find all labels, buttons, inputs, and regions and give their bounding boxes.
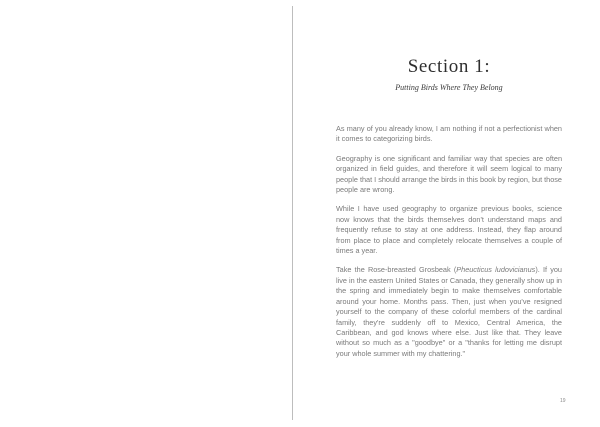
page-number: 19: [560, 398, 566, 404]
section-title: Section 1:: [407, 56, 491, 77]
body-text: [336, 124, 562, 368]
paragraph-4: [336, 265, 562, 359]
paragraph-4-before: Take the Rose-breasted Grosbeak (: [336, 265, 457, 275]
page-gutter-divider: [292, 6, 293, 420]
paragraph-2: Geography is one significant and familiar way that species are often organized in field guides, and therefore it will seem logical to many people that I should arrange the birds in this book by region, but those people are wrong.: [336, 153, 562, 195]
right-page: [336, 0, 562, 427]
paragraph-3: While I have used geography to organize previous books, science now knows that the birds themselves don't understand maps and frequently refuse to stay at one address. Instead, they flap around from place to place and completely relocate themselves a couple of times a year.: [336, 204, 562, 256]
species-name: Pheucticus ludovicianus: [456, 265, 536, 275]
paragraph-4-after: ). If you live in the eastern United States or Canada, they generally show up in the spring and immediately begin to make themselves comfortable around your home. Months pass. Then, just when you've resigned yourself to the company of these colorful members of the cardinal family, they're suddenly off to Mexico, Central America, the Caribbean, and god knows where else. Just like that. They leave without so much as a "goodbye" or a "thanks for letting me disrupt your whole summer with my chattering.": [336, 265, 562, 358]
paragraph-1: As many of you already know, I am nothing if not a perfectionist when it comes to categorizing birds.: [336, 124, 562, 144]
section-subtitle: Putting Birds Where They Belong: [395, 83, 503, 92]
